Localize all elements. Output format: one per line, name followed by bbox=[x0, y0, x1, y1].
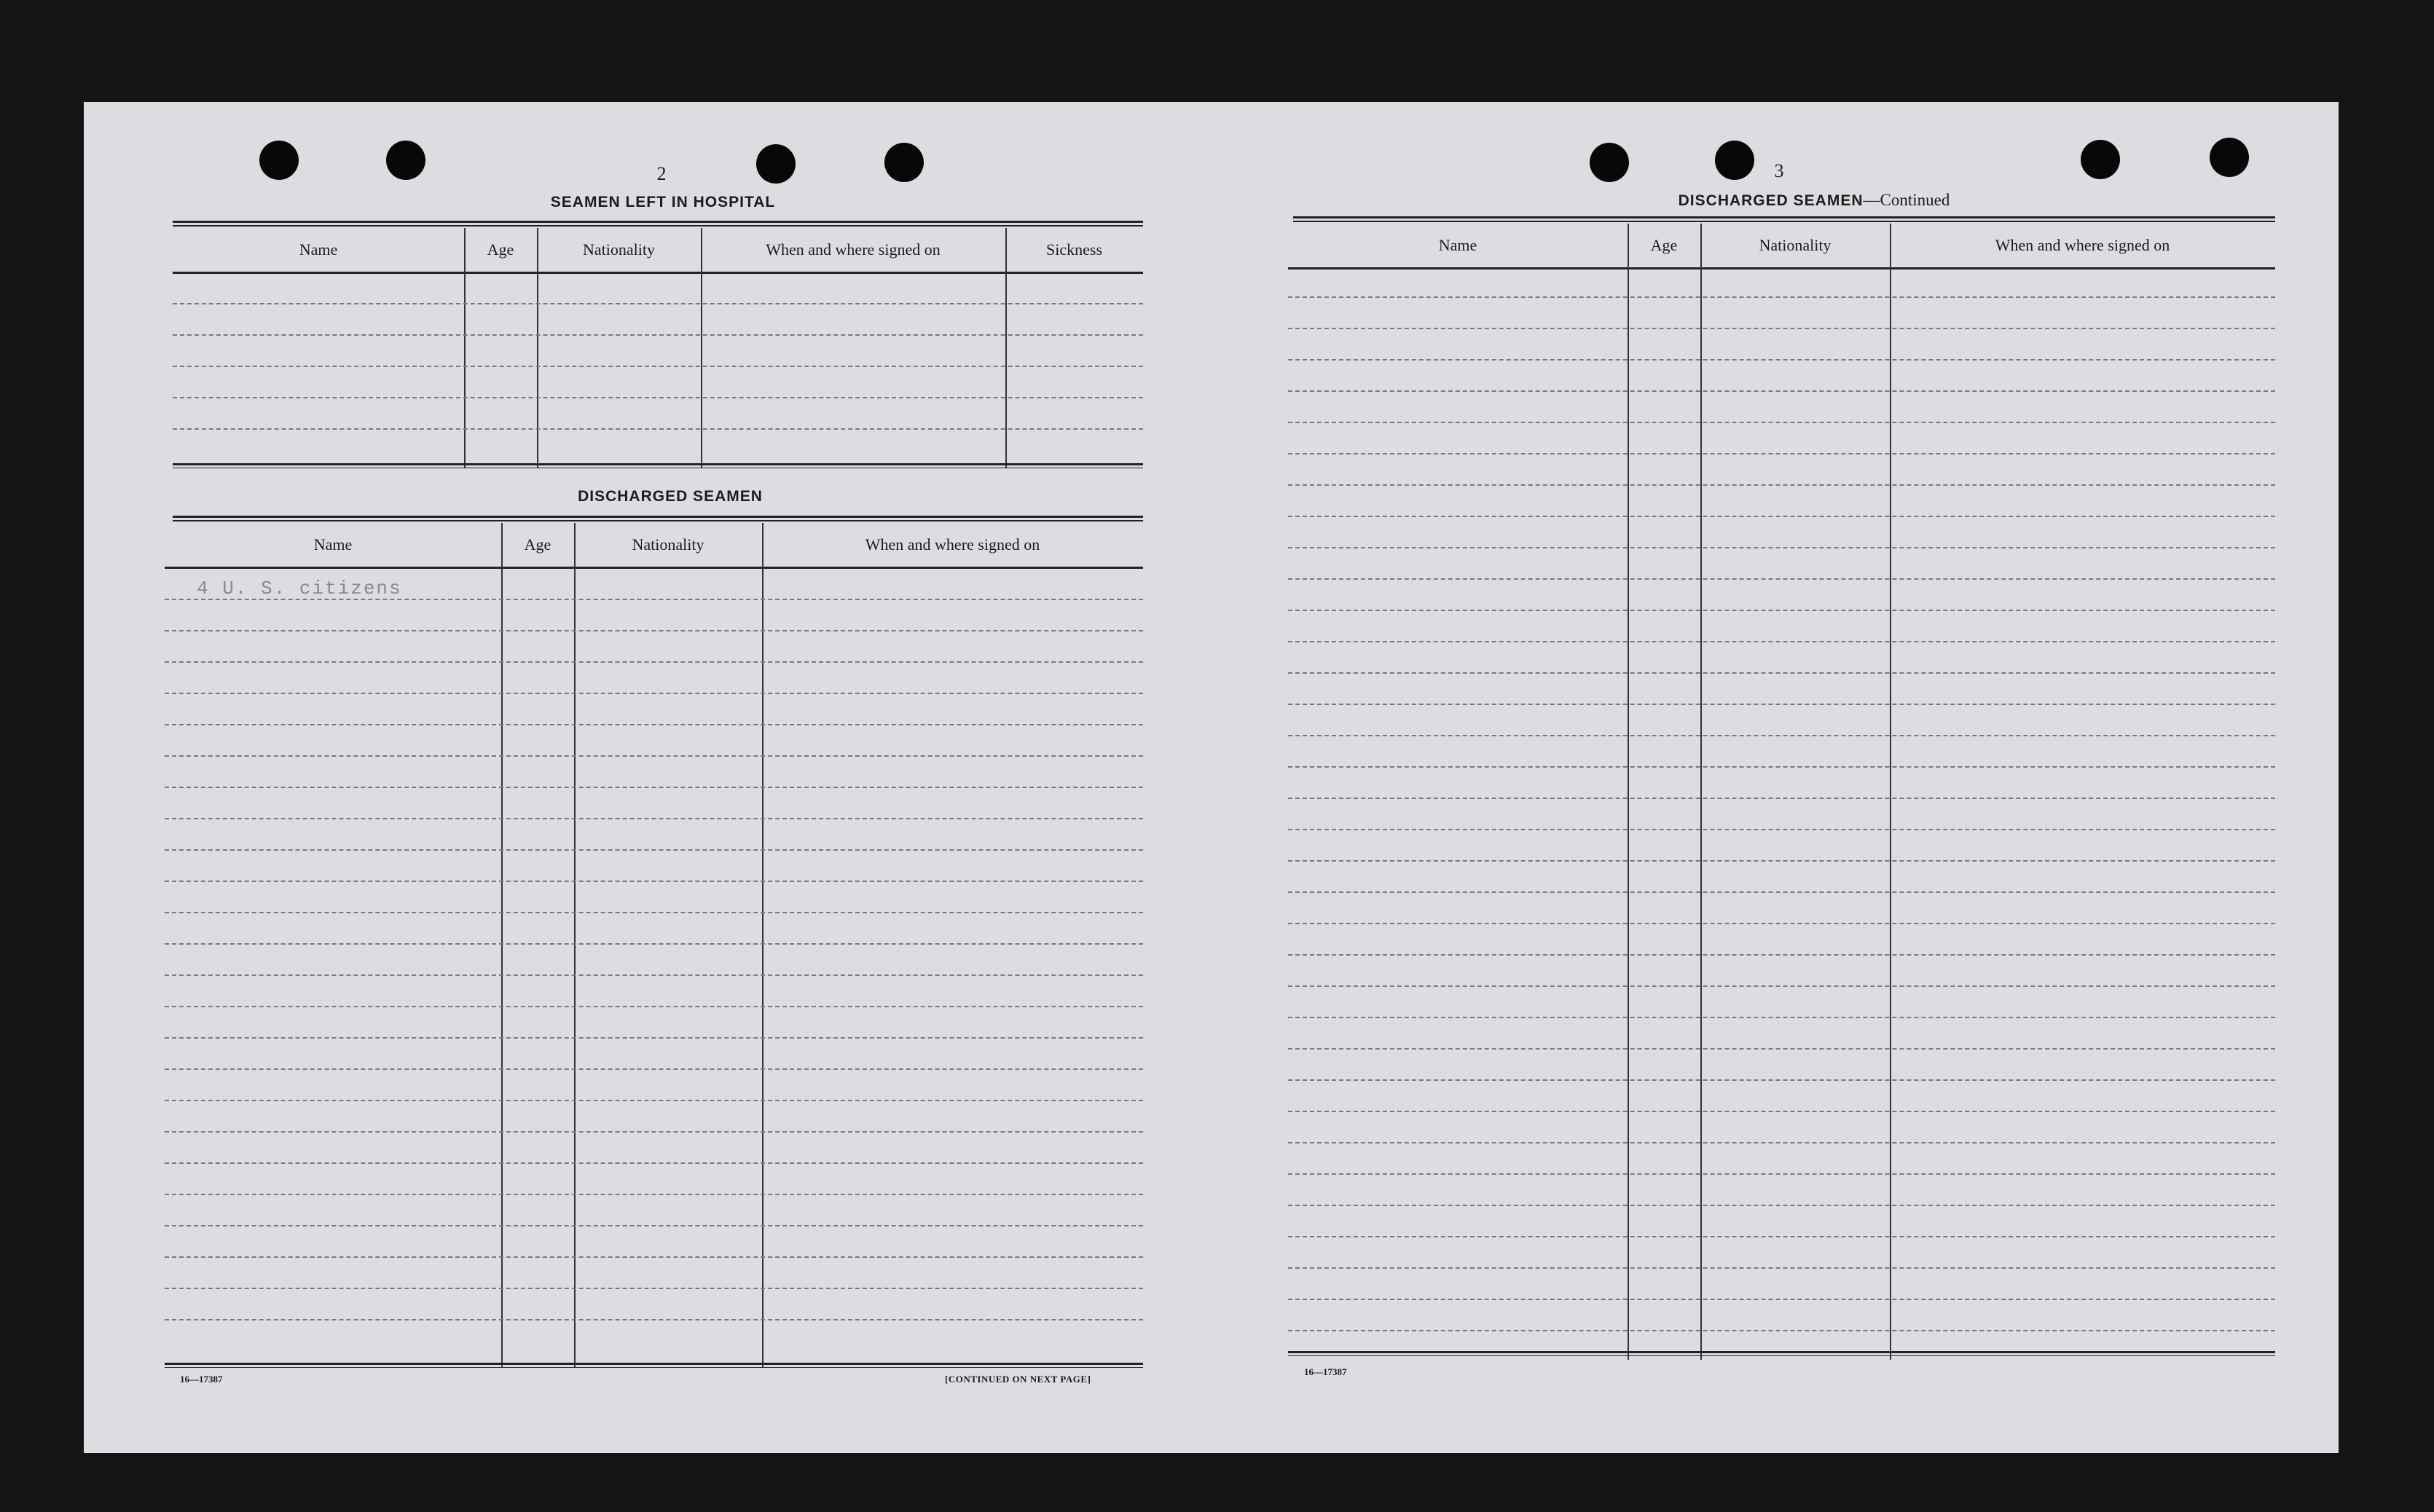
table-row bbox=[165, 1194, 1143, 1195]
form-number: 16—17387 bbox=[180, 1374, 223, 1385]
section-rule bbox=[173, 516, 1143, 521]
section-title-text: DISCHARGED SEAMEN bbox=[1678, 192, 1864, 209]
punch-hole-icon bbox=[756, 144, 796, 184]
section-title-discharged-seamen: DISCHARGED SEAMEN bbox=[578, 488, 763, 505]
table-row bbox=[165, 693, 1143, 694]
table-row bbox=[165, 661, 1143, 663]
section-title-suffix: —Continued bbox=[1863, 191, 1950, 209]
column-header-nationality: Nationality bbox=[632, 535, 704, 554]
table-row bbox=[165, 1100, 1143, 1101]
punch-hole-icon bbox=[1715, 141, 1754, 180]
table-row bbox=[1288, 516, 2275, 517]
table-row bbox=[165, 755, 1143, 757]
table-bottom-rule bbox=[173, 463, 1143, 468]
form-number: 16—17387 bbox=[1304, 1366, 1347, 1377]
punch-hole-icon bbox=[2081, 140, 2120, 179]
column-divider bbox=[501, 523, 503, 1368]
table-row bbox=[1288, 985, 2275, 987]
table-row bbox=[1288, 1079, 2275, 1081]
table-row bbox=[1288, 641, 2275, 642]
table-row bbox=[165, 849, 1143, 851]
discharged-table bbox=[165, 523, 1143, 1368]
table-row bbox=[1288, 1017, 2275, 1018]
table-row bbox=[165, 1131, 1143, 1133]
table-row bbox=[165, 1288, 1143, 1289]
table-row bbox=[1288, 1048, 2275, 1050]
table-row bbox=[1288, 672, 2275, 674]
table-bottom-rule bbox=[165, 1363, 1143, 1368]
column-divider bbox=[1700, 224, 1702, 1360]
handwritten-entry: 4 U. S. citizens bbox=[197, 578, 402, 599]
table-row bbox=[165, 1068, 1143, 1070]
table-row bbox=[1288, 704, 2275, 705]
table-row bbox=[165, 599, 1143, 600]
punch-hole-icon bbox=[1590, 143, 1629, 182]
page-number: 3 bbox=[1774, 160, 1784, 181]
table-row bbox=[165, 787, 1143, 788]
column-divider bbox=[537, 228, 538, 468]
continued-note: [CONTINUED ON NEXT PAGE] bbox=[945, 1374, 1091, 1385]
table-row bbox=[1288, 891, 2275, 893]
table-row bbox=[1288, 1236, 2275, 1237]
column-divider bbox=[1628, 224, 1629, 1360]
table-row bbox=[1288, 578, 2275, 580]
column-header-nationality: Nationality bbox=[1759, 236, 1832, 254]
section-title-discharged-seamen-continued bbox=[1559, 191, 2069, 210]
column-header-age: Age bbox=[1650, 236, 1678, 254]
table-row bbox=[165, 1225, 1143, 1226]
punch-hole-icon bbox=[2210, 138, 2249, 177]
table-row bbox=[1288, 390, 2275, 392]
table-row bbox=[1288, 1330, 2275, 1331]
table-row bbox=[165, 1319, 1143, 1320]
column-divider bbox=[574, 523, 576, 1368]
table-row bbox=[1288, 359, 2275, 361]
column-divider bbox=[464, 228, 466, 468]
column-header-when-where-signed: When and where signed on bbox=[766, 240, 941, 259]
section-title-seamen-left-in-hospital: SEAMEN LEFT IN HOSPITAL bbox=[550, 194, 776, 210]
punch-hole-icon bbox=[259, 141, 299, 180]
column-divider bbox=[762, 523, 763, 1368]
table-row bbox=[1288, 1267, 2275, 1269]
table-header bbox=[173, 228, 1143, 274]
table-row bbox=[165, 630, 1143, 631]
punch-hole-icon bbox=[884, 143, 924, 182]
column-header-name: Name bbox=[1438, 236, 1477, 254]
table-row bbox=[165, 1037, 1143, 1039]
hospital-table bbox=[173, 228, 1143, 468]
column-divider bbox=[1005, 228, 1007, 468]
table-row bbox=[1288, 735, 2275, 736]
table-row bbox=[1288, 328, 2275, 329]
column-header-sickness: Sickness bbox=[1046, 240, 1102, 259]
table-row bbox=[1288, 829, 2275, 830]
table-row bbox=[173, 303, 1143, 304]
table-row bbox=[173, 428, 1143, 430]
table-row bbox=[1288, 1142, 2275, 1143]
table-row bbox=[1288, 1173, 2275, 1175]
table-row bbox=[165, 1162, 1143, 1164]
table-row bbox=[173, 366, 1143, 367]
table-row bbox=[165, 881, 1143, 882]
table-row bbox=[1288, 798, 2275, 799]
table-row bbox=[1288, 296, 2275, 298]
column-header-age: Age bbox=[487, 240, 514, 259]
page-number: 2 bbox=[656, 163, 667, 184]
table-row bbox=[173, 334, 1143, 336]
table-row bbox=[1288, 484, 2275, 486]
table-row bbox=[1288, 923, 2275, 924]
column-divider bbox=[701, 228, 702, 468]
column-header-nationality: Nationality bbox=[583, 240, 655, 259]
column-header-name: Name bbox=[313, 535, 353, 554]
table-row bbox=[165, 818, 1143, 819]
table-row bbox=[1288, 954, 2275, 956]
table-header bbox=[1288, 224, 2275, 269]
section-rule bbox=[173, 221, 1143, 227]
table-row bbox=[1288, 1205, 2275, 1206]
column-divider bbox=[1890, 224, 1891, 1360]
table-row bbox=[1288, 422, 2275, 423]
table-row bbox=[1288, 1299, 2275, 1300]
table-row bbox=[1288, 610, 2275, 611]
table-row bbox=[1288, 547, 2275, 548]
table-row bbox=[165, 724, 1143, 725]
column-header-when-where-signed: When and where signed on bbox=[1995, 236, 2170, 254]
table-row bbox=[1288, 766, 2275, 768]
section-rule bbox=[1293, 216, 2275, 222]
table-bottom-rule bbox=[1288, 1351, 2275, 1356]
table-row bbox=[165, 943, 1143, 945]
table-row bbox=[165, 974, 1143, 976]
punch-hole-icon bbox=[386, 141, 425, 180]
table-row bbox=[165, 1256, 1143, 1258]
table-row bbox=[1288, 860, 2275, 862]
column-header-name: Name bbox=[299, 240, 338, 259]
table-row bbox=[1288, 1111, 2275, 1112]
table-row bbox=[173, 397, 1143, 398]
column-header-age: Age bbox=[524, 535, 551, 554]
table-row bbox=[165, 1006, 1143, 1007]
discharged-continued-table bbox=[1288, 224, 2275, 1360]
table-header bbox=[165, 523, 1143, 569]
table-row bbox=[165, 912, 1143, 913]
column-header-when-where-signed: When and where signed on bbox=[865, 535, 1040, 554]
table-row bbox=[1288, 453, 2275, 454]
